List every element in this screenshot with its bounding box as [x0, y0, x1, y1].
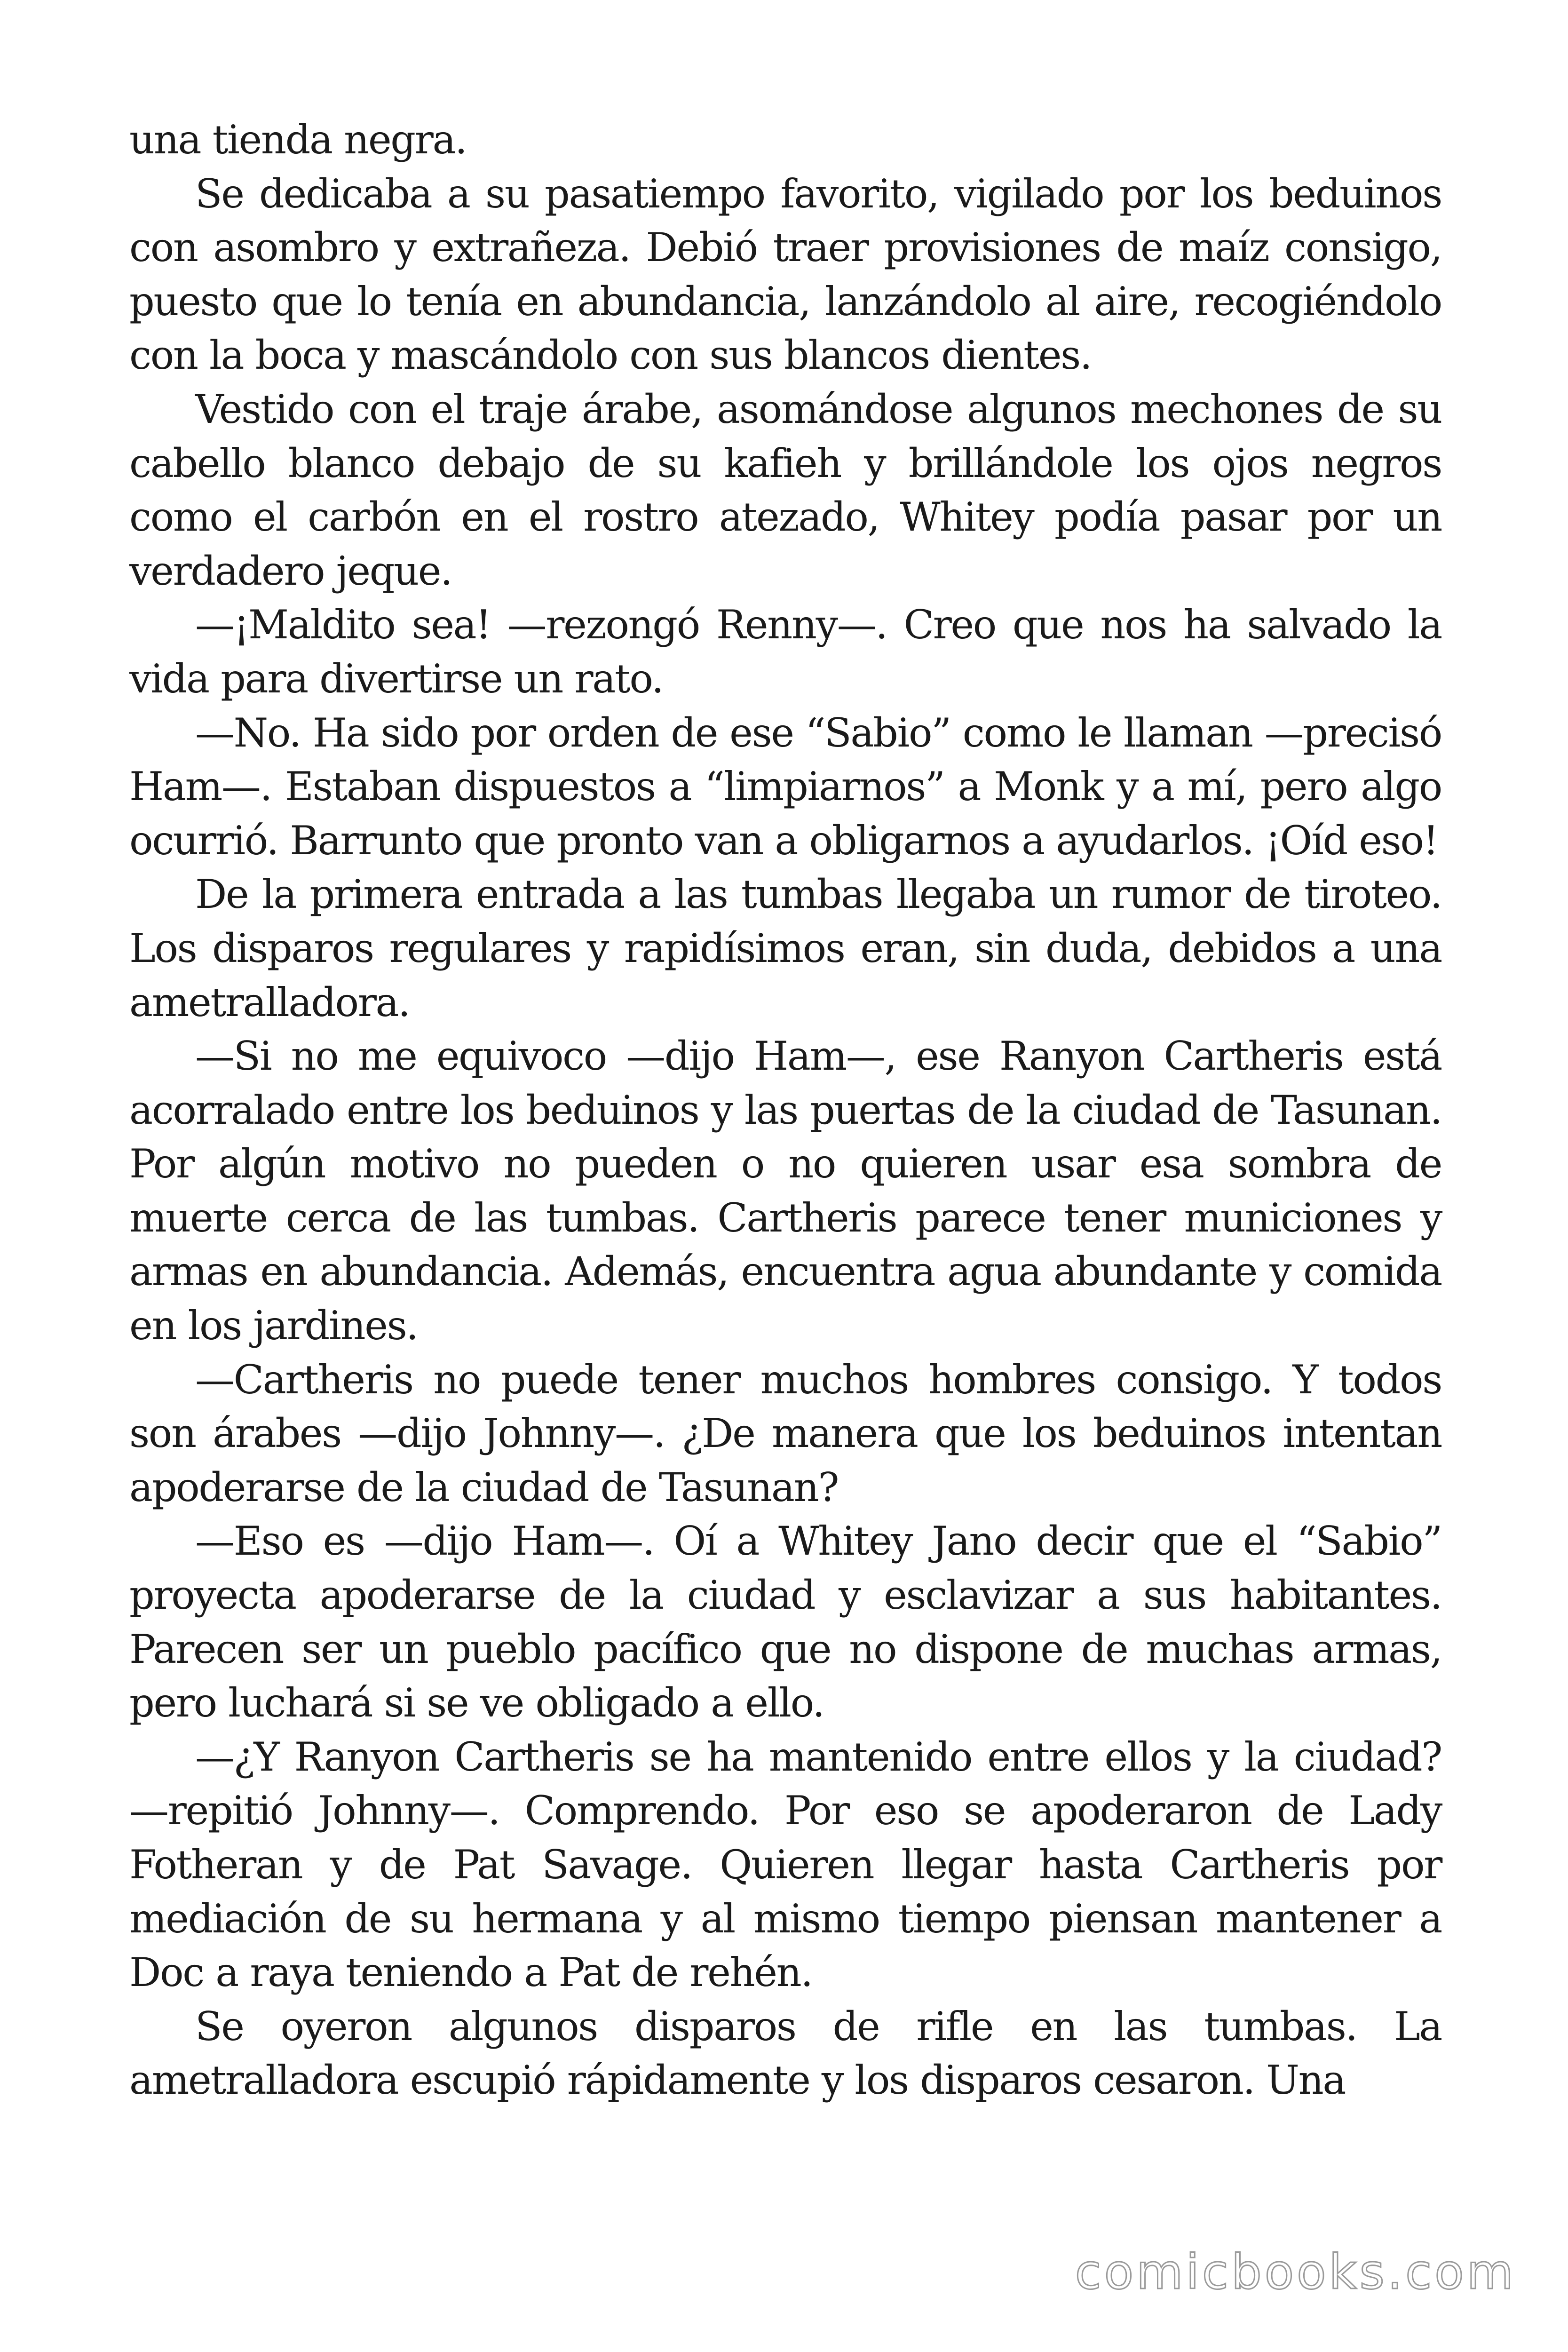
paragraph: —¡Maldito sea! —rezongó Renny—. Creo que nos ha salvado la vida para divertirse un rato.	[129, 602, 1441, 702]
paragraph: —Si no me equivoco —dijo Ham—, ese Ranyon Cartheris está acorralado entre los beduinos y las puertas de la ciudad de Tasunan. Por algún motivo no pueden o no quieren usar esa sombra de muerte cerca de las tumbas. Cartheris parece tener municiones y armas en abundancia. Además, encuentra agua abundante y comida en los jardines.	[129, 1033, 1441, 1349]
paragraph: Se dedicaba a su pasatiempo favorito, vigilado por los beduinos con asombro y extrañeza. Debió traer provisiones de maíz consigo, puesto que lo tenía en abundancia, lanzándolo al aire, recogiéndolo con la boca y mascándolo con sus blancos dientes.	[129, 170, 1441, 379]
paragraph: una tienda negra.	[129, 117, 467, 163]
page-body	[129, 113, 1441, 2107]
paragraph: —No. Ha sido por orden de ese “Sabio” como le llaman —precisó Ham—. Estaban dispuestos a “limpiarnos” a Monk y a mí, pero algo ocurrió. Barrunto que pronto van a obligarnos a ayudarlos. ¡Oíd eso!	[129, 709, 1441, 864]
paragraph: —Eso es —dijo Ham—. Oí a Whitey Jano decir que el “Sabio” proyecta apoderarse de la ciudad y esclavizar a sus habitantes. Parecen ser un pueblo pacífico que no dispone de muchas armas, pero luchará si se ve obligado a ello.	[129, 1518, 1441, 1726]
watermark: comicbooks.com	[1075, 2244, 1516, 2300]
paragraph: Se oyeron algunos disparos de rifle en las tumbas. La ametralladora escupió rápidamente y los disparos cesaron. Una	[129, 2003, 1441, 2104]
paragraph: Vestido con el traje árabe, asomándose algunos mechones de su cabello blanco debajo de su kafieh y brillándole los ojos negros como el carbón en el rostro atezado, Whitey podía pasar por un verdadero jeque.	[129, 386, 1441, 594]
paragraph: De la primera entrada a las tumbas llegaba un rumor de tiroteo. Los disparos regulares y rapidísimos eran, sin duda, debidos a una ametralladora.	[129, 871, 1441, 1025]
paragraph: —¿Y Ranyon Cartheris se ha mantenido entre ellos y la ciudad? —repitió Johnny—. Comprendo. Por eso se apoderaron de Lady Fotheran y de Pat Savage. Quieren llegar hasta Cartheris por mediación de su hermana y al mismo tiempo piensan mantener a Doc a raya teniendo a Pat de rehén.	[129, 1733, 1441, 1996]
paragraph: —Cartheris no puede tener muchos hombres consigo. Y todos son árabes —dijo Johnny—. ¿De manera que los beduinos intentan apoderarse de la ciudad de Tasunan?	[129, 1356, 1441, 1510]
